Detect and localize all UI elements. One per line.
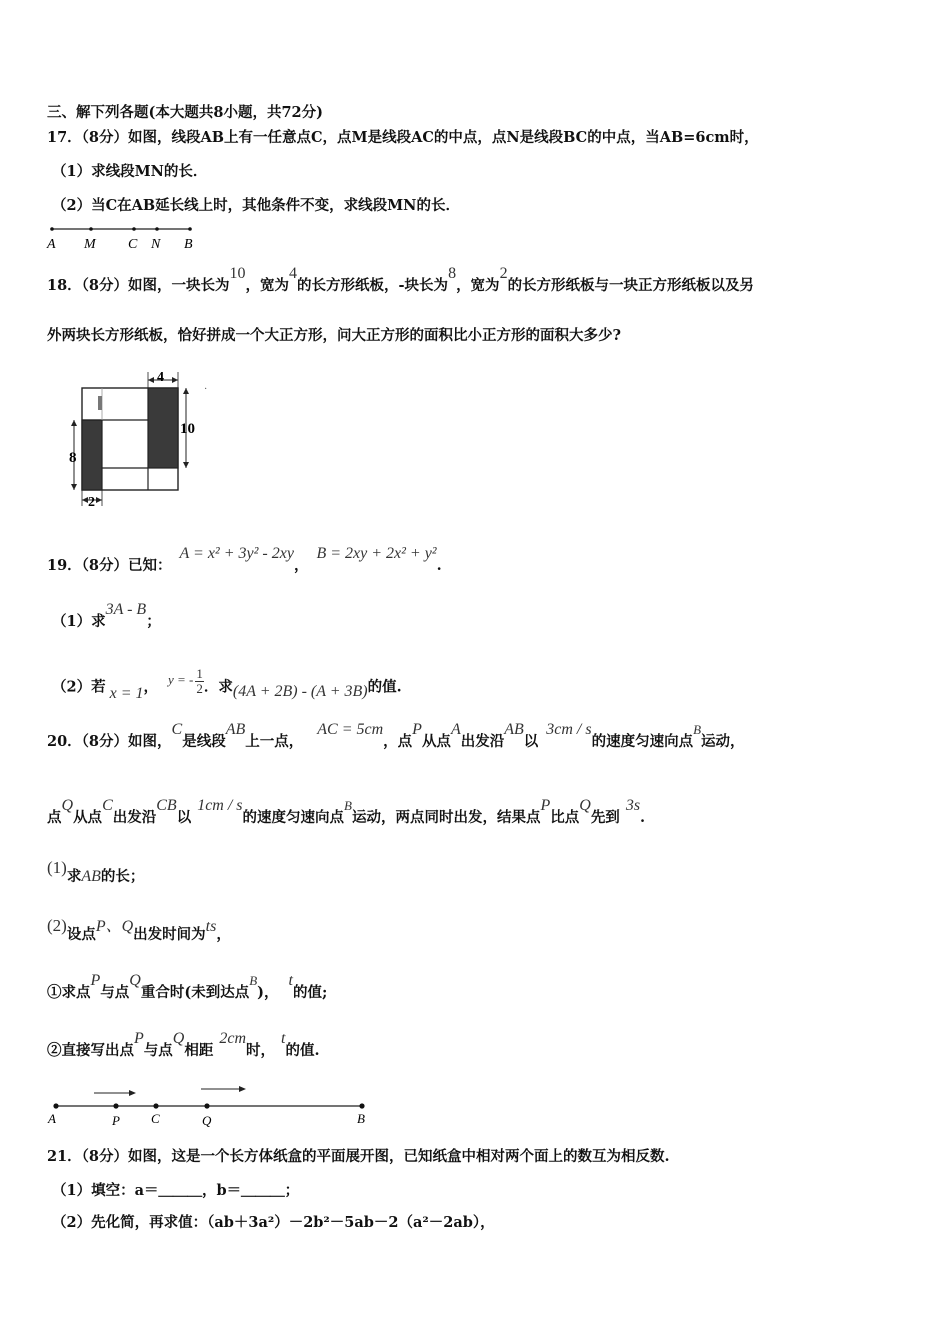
q20-l2-q: Q — [61, 797, 74, 814]
q19-part2-label: （2）若 — [52, 678, 106, 696]
q20-l2-h: 先到 — [590, 809, 620, 826]
q20-l1-g: 以 — [523, 733, 539, 750]
q18-label-left: 8 — [69, 450, 77, 466]
q20-part2-b: 出发时间为 — [133, 926, 206, 943]
q19-part1 — [52, 601, 161, 632]
q20-sub1-e: 的值; — [293, 984, 328, 1001]
q18-width-4: 4 — [289, 265, 298, 282]
q20-sub2-a: ②直接写出点 — [47, 1042, 134, 1059]
q20-l2-g: 比点 — [550, 809, 580, 826]
q20-part2-c: ， — [216, 926, 231, 943]
q19-fraction-den: 2 — [196, 681, 203, 696]
q20-line2 — [47, 797, 646, 828]
q20-sub1-d: )， — [257, 984, 279, 1001]
q20-l2-time: 3s — [625, 797, 641, 814]
q20-sub2-b: 与点 — [143, 1042, 173, 1059]
q20-l2-f: 运动，两点同时出发，结果点 — [351, 809, 541, 826]
q19-fraction — [195, 667, 204, 696]
svg-text:·: · — [204, 384, 208, 395]
q20-part1-b: 的长； — [100, 868, 145, 885]
q20-part2 — [47, 916, 231, 945]
q19-part2 — [52, 666, 402, 702]
q18-line2: 外两块长方形纸板，恰好拼成一个大正方形，问大正方形的面积比小正方形的面积大多少? — [47, 327, 621, 344]
q19-expr-b: B = 2xy + 2x² + y² — [316, 545, 437, 562]
q20-l1-b: 是线段 — [182, 733, 226, 750]
q18-text-c: 的长方形纸板，-块长为 — [297, 277, 449, 294]
q20-sub1-c: 重合时(未到达点 — [140, 984, 250, 1001]
q20-sub1-p: P — [90, 972, 101, 989]
q19-part2-end: 的值. — [367, 678, 402, 696]
q20-label-q: Q — [202, 1113, 212, 1128]
q21-stem: 21．（8分）如图，这是一个长方体纸盒的平面展开图，已知纸盒中相对两个面上的数互为相反数. — [47, 1148, 670, 1165]
q20-l1-a2: A — [450, 721, 461, 738]
q20-sub2-e: 的值. — [285, 1042, 320, 1059]
q19-comma: ， — [293, 557, 309, 574]
q18-dark-rect-2x8 — [82, 420, 102, 490]
q20-sub2-p: P — [134, 1030, 144, 1047]
q18-square-figure — [64, 366, 214, 510]
q20-sub2-q: Q — [172, 1030, 185, 1047]
q20-l1-b2: B — [693, 722, 702, 737]
q17-segment-figure — [44, 224, 204, 252]
q19-part2-comma: ， — [143, 678, 158, 696]
q20-sub1-b2: B — [249, 973, 258, 988]
q20-l1-h: 的速度匀速向点 — [591, 733, 694, 750]
q20-sub2-d: 时， — [246, 1042, 275, 1059]
q20-l1-c: C — [171, 721, 183, 738]
q18-text-a: 18．（8分）如图，一块长为 — [47, 277, 230, 294]
q17-part2: （2）当C在AB延长线上时，其他条件不变，求线段MN的长． — [52, 197, 460, 214]
q17-label-m: M — [84, 237, 96, 252]
q20-l1-e: 从点 — [421, 733, 451, 750]
q19-part1-expr: 3A - B — [105, 601, 147, 618]
q17-label-b: B — [184, 237, 193, 252]
q17-label-a: A — [47, 237, 56, 252]
q20-l2-p: P — [540, 797, 551, 814]
q20-l2-e: 的速度匀速向点 — [242, 809, 345, 826]
q19-part1-label: （1）求 — [52, 613, 106, 630]
q18-label-right: 10 — [180, 421, 195, 437]
q20-sub1-b: 与点 — [100, 984, 130, 1001]
q20-label-c: C — [151, 1111, 160, 1126]
q19-part2-text: ．求 — [203, 678, 233, 696]
q20-sub1-a: ①求点 — [47, 984, 91, 1001]
q19-part2-expr: (4A + 2B) - (A + 3B) — [232, 682, 368, 700]
q20-l1-f: 出发沿 — [460, 733, 505, 750]
q18-text-b: ，宽为 — [245, 277, 290, 294]
q20-l1-speed: 3cm / s — [546, 721, 592, 738]
q19-text-a: 19．（8分）已知： — [47, 557, 172, 574]
q20-l2-q2: Q — [579, 797, 591, 814]
q18-text-e: 的长方形纸板与一块正方形纸板以及另 — [507, 277, 755, 294]
q20-l1-c2: 上一点， — [245, 733, 304, 750]
q20-l2-speed: 1cm / s — [197, 797, 243, 814]
q20-l1-ab2: AB — [504, 721, 524, 738]
q17-stem: 17．（8分）如图，线段AB上有一任意点C，点M是线段AC的中点，点N是线段BC的中点，当AB=6cm时， — [47, 129, 759, 146]
q20-motion-figure — [44, 1080, 374, 1130]
q20-l2-i: . — [640, 809, 646, 826]
q20-part2-ts: ts — [205, 918, 217, 935]
q20-sub2-t: t — [281, 1030, 286, 1047]
q20-part1 — [47, 858, 145, 887]
q19-part1-end: ； — [146, 613, 161, 630]
q18-width-2: 2 — [499, 265, 508, 282]
q20-l2-b2: B — [344, 798, 352, 813]
q21-part1: （1）填空：a＝＿＿＿，b＝＿＿＿； — [52, 1182, 300, 1199]
q20-l2-d: 以 — [176, 809, 192, 826]
q19-y-value: y = - — [168, 671, 194, 687]
q20-l1-p: P — [412, 721, 422, 738]
q20-l1-ac: AC = 5cm — [317, 721, 384, 738]
q20-part1-ab: AB — [81, 868, 101, 885]
q20-sub2 — [47, 1030, 320, 1061]
q20-part1-a: 求 — [66, 868, 82, 885]
q20-part2-a: 设点 — [66, 926, 96, 943]
q20-part2-pq: P、Q — [95, 918, 134, 935]
section-title: 三、解下列各题(本大题共8小题，共72分) — [47, 104, 323, 121]
q19-line1 — [47, 545, 442, 576]
q20-sub2-c: 相距 — [184, 1042, 214, 1059]
q20-sub1-q: Q — [129, 972, 141, 989]
q20-part2-num: (2) — [47, 916, 67, 935]
q20-part1-num: (1) — [47, 858, 67, 877]
q19-x-value: x = 1 — [109, 684, 144, 702]
q18-line1 — [47, 265, 755, 296]
q19-fraction-num: 1 — [196, 666, 203, 681]
q20-label-b: B — [357, 1111, 365, 1126]
q20-sub2-distance: 2cm — [219, 1030, 246, 1047]
q20-l1-d: ，点 — [383, 733, 413, 750]
q20-l1-i: 运动， — [701, 733, 745, 750]
q20-l2-b: 从点 — [73, 809, 103, 826]
q20-l2-a: 点 — [47, 809, 62, 826]
q20-l1-ab: AB — [225, 721, 246, 738]
q20-label-a: A — [48, 1111, 56, 1126]
q20-l2-c2: 出发沿 — [112, 809, 157, 826]
q17-label-n: N — [151, 237, 161, 252]
q20-sub1 — [47, 972, 328, 1003]
q19-end: . — [436, 557, 442, 574]
q18-label-bottom: 2 — [88, 495, 95, 510]
q21-part2: （2）先化简，再求值：（ab＋3a²）－2b²－5ab－2（a²－2ab）， — [52, 1214, 495, 1231]
q17-part1: （1）求线段MN的长． — [52, 163, 208, 180]
q20-l2-c: C — [102, 797, 113, 814]
q20-line1 — [47, 721, 745, 752]
q20-l1-a: 20．（8分）如图， — [47, 733, 172, 750]
q20-sub1-t: t — [288, 972, 293, 989]
q18-text-d: ，宽为 — [456, 277, 500, 294]
q20-l2-cb: CB — [156, 797, 177, 814]
q19-expr-a: A = x² + 3y² - 2xy — [179, 545, 294, 562]
q20-label-p: P — [112, 1113, 120, 1128]
q18-dark-rect-4x10 — [148, 388, 178, 468]
q17-label-c: C — [128, 237, 138, 252]
q18-length-10: 10 — [229, 265, 246, 282]
q18-length-8: 8 — [448, 265, 457, 282]
q18-label-top: 4 — [157, 370, 164, 385]
